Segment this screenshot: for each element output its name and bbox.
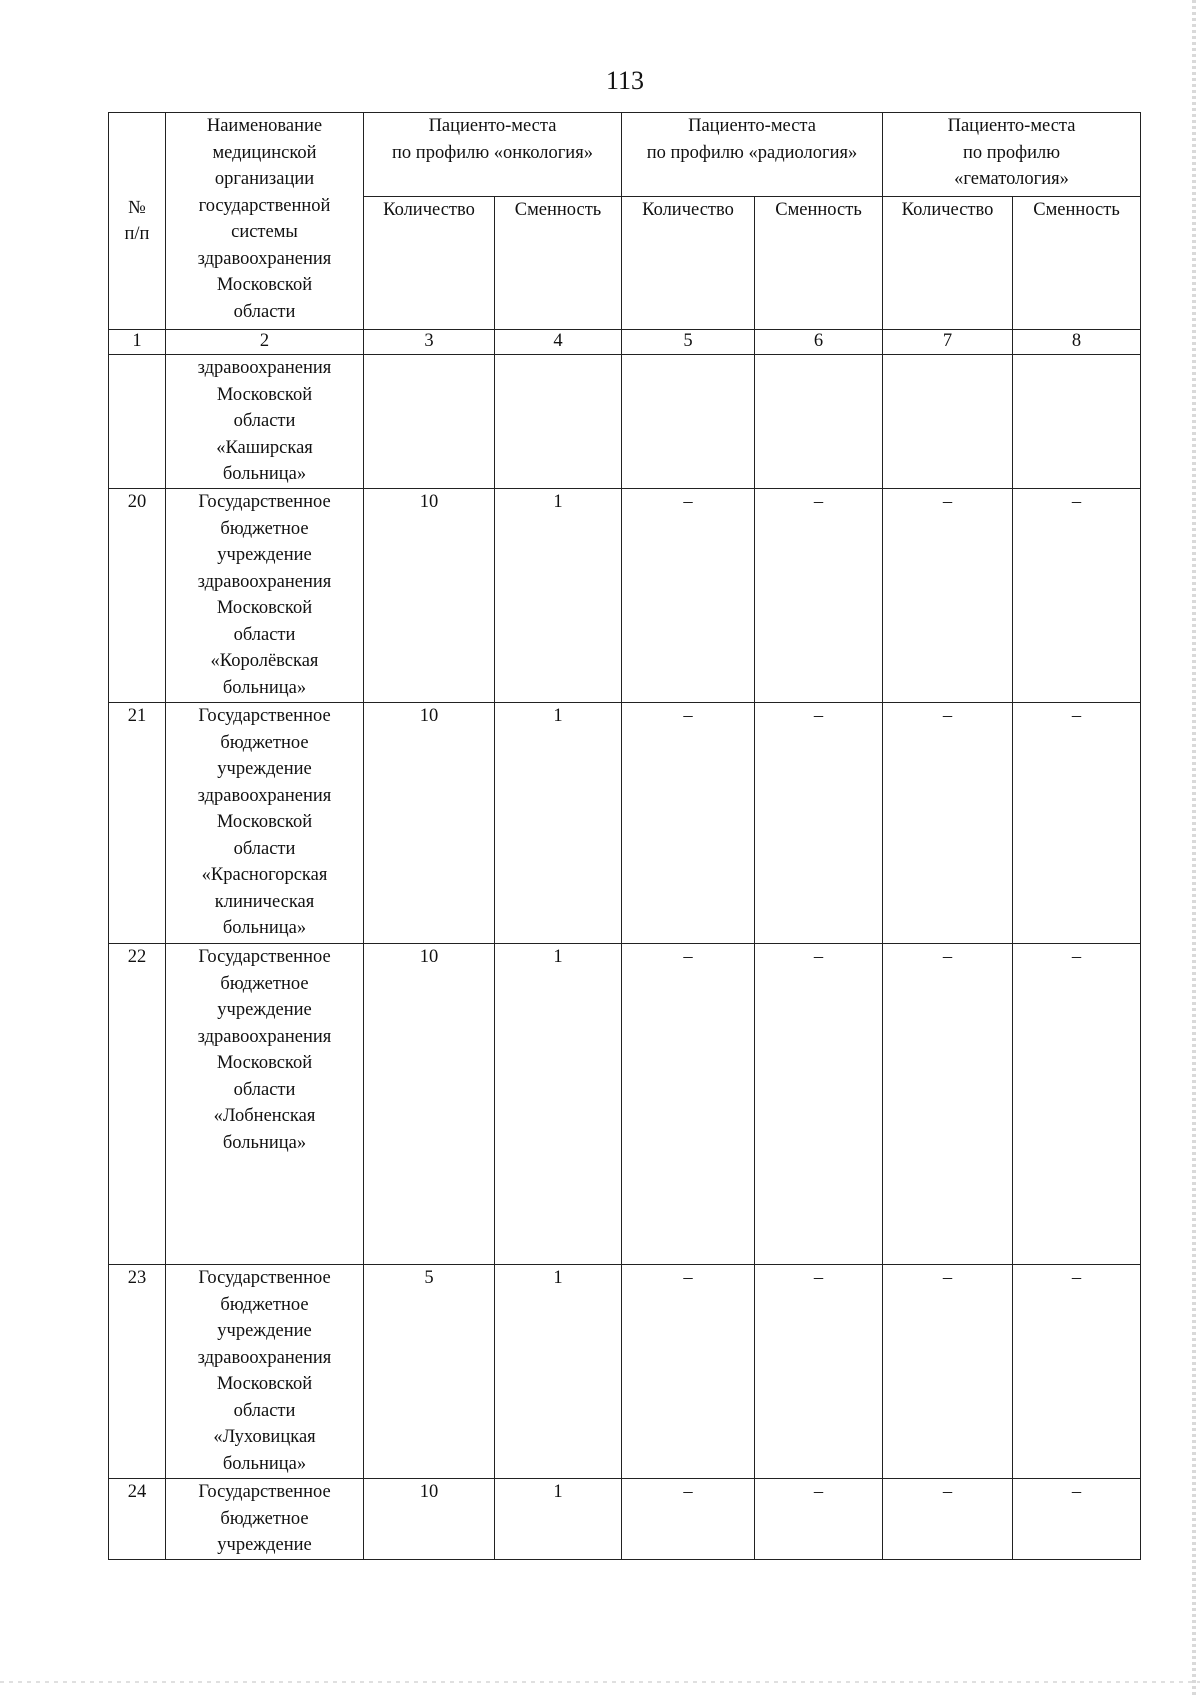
radiology-shift: – <box>755 1479 883 1560</box>
column-number: 6 <box>755 330 883 355</box>
oncology-quantity: 10 <box>364 944 495 1265</box>
page-number: 113 <box>605 66 645 95</box>
row-number: 21 <box>109 703 166 944</box>
row-number: 23 <box>109 1265 166 1479</box>
oncology-shift <box>495 355 622 489</box>
column-number: 5 <box>622 330 755 355</box>
header-row-number: № п/п <box>109 113 166 330</box>
row-number: 20 <box>109 489 166 703</box>
table-row <box>109 489 1141 703</box>
oncology-quantity: 5 <box>364 1265 495 1479</box>
subheader-shift: Сменность <box>1013 197 1141 330</box>
radiology-quantity <box>622 355 755 489</box>
organization-name: Государственное бюджетное учреждение здравоохранения Московской области «Лобненская больница» <box>166 944 364 1265</box>
radiology-quantity: – <box>622 703 755 944</box>
column-number: 8 <box>1013 330 1141 355</box>
table-row <box>109 944 1141 1265</box>
subheader-shift: Сменность <box>495 197 622 330</box>
organization-name: Государственное бюджетное учреждение здравоохранения Московской области «Красногорская клиническая больница» <box>166 703 364 944</box>
subheader-quantity: Количество <box>364 197 495 330</box>
oncology-shift: 1 <box>495 1479 622 1560</box>
oncology-shift: 1 <box>495 489 622 703</box>
oncology-shift: 1 <box>495 1265 622 1479</box>
radiology-shift <box>755 355 883 489</box>
organization-name: Государственное бюджетное учреждение <box>166 1479 364 1560</box>
radiology-quantity: – <box>622 1265 755 1479</box>
oncology-quantity: 10 <box>364 1479 495 1560</box>
hematology-quantity: – <box>883 1265 1013 1479</box>
hematology-shift <box>1013 355 1141 489</box>
scan-edge-artifact <box>0 1681 1200 1683</box>
hematology-quantity: – <box>883 1479 1013 1560</box>
column-number: 7 <box>883 330 1013 355</box>
radiology-shift: – <box>755 1265 883 1479</box>
row-number: 24 <box>109 1479 166 1560</box>
radiology-shift: – <box>755 489 883 703</box>
organization-name: Государственное бюджетное учреждение здравоохранения Московской области «Луховицкая больница» <box>166 1265 364 1479</box>
header-organization-name: Наименование медицинской организации государственной системы здравоохранения Московской области <box>166 113 364 330</box>
organization-name: Государственное бюджетное учреждение здравоохранения Московской области «Королёвская больница» <box>166 489 364 703</box>
row-number <box>109 355 166 489</box>
hematology-shift: – <box>1013 703 1141 944</box>
table-row <box>109 1479 1141 1560</box>
table-row <box>109 703 1141 944</box>
oncology-shift: 1 <box>495 703 622 944</box>
hematology-shift: – <box>1013 1479 1141 1560</box>
subheader-quantity: Количество <box>622 197 755 330</box>
column-number: 4 <box>495 330 622 355</box>
radiology-quantity: – <box>622 489 755 703</box>
table-row <box>109 355 1141 489</box>
subheader-shift: Сменность <box>755 197 883 330</box>
hematology-shift: – <box>1013 944 1141 1265</box>
column-number: 2 <box>166 330 364 355</box>
header-group-oncology: Пациенто-места по профилю «онкология» <box>364 113 622 197</box>
hematology-quantity <box>883 355 1013 489</box>
header-group-radiology: Пациенто-места по профилю «радиология» <box>622 113 883 197</box>
oncology-quantity <box>364 355 495 489</box>
oncology-shift: 1 <box>495 944 622 1265</box>
radiology-quantity: – <box>622 944 755 1265</box>
radiology-shift: – <box>755 703 883 944</box>
oncology-quantity: 10 <box>364 489 495 703</box>
radiology-quantity: – <box>622 1479 755 1560</box>
scan-edge-artifact <box>1192 0 1196 1697</box>
row-number: 22 <box>109 944 166 1265</box>
oncology-quantity: 10 <box>364 703 495 944</box>
column-number: 3 <box>364 330 495 355</box>
hematology-shift: – <box>1013 1265 1141 1479</box>
header-group-hematology: Пациенто-места по профилю «гематология» <box>883 113 1141 197</box>
patient-places-table <box>108 112 1141 1560</box>
organization-name: здравоохранения Московской области «Каширская больница» <box>166 355 364 489</box>
hematology-shift: – <box>1013 489 1141 703</box>
column-number: 1 <box>109 330 166 355</box>
hematology-quantity: – <box>883 703 1013 944</box>
radiology-shift: – <box>755 944 883 1265</box>
hematology-quantity: – <box>883 489 1013 703</box>
table-row <box>109 1265 1141 1479</box>
subheader-quantity: Количество <box>883 197 1013 330</box>
hematology-quantity: – <box>883 944 1013 1265</box>
